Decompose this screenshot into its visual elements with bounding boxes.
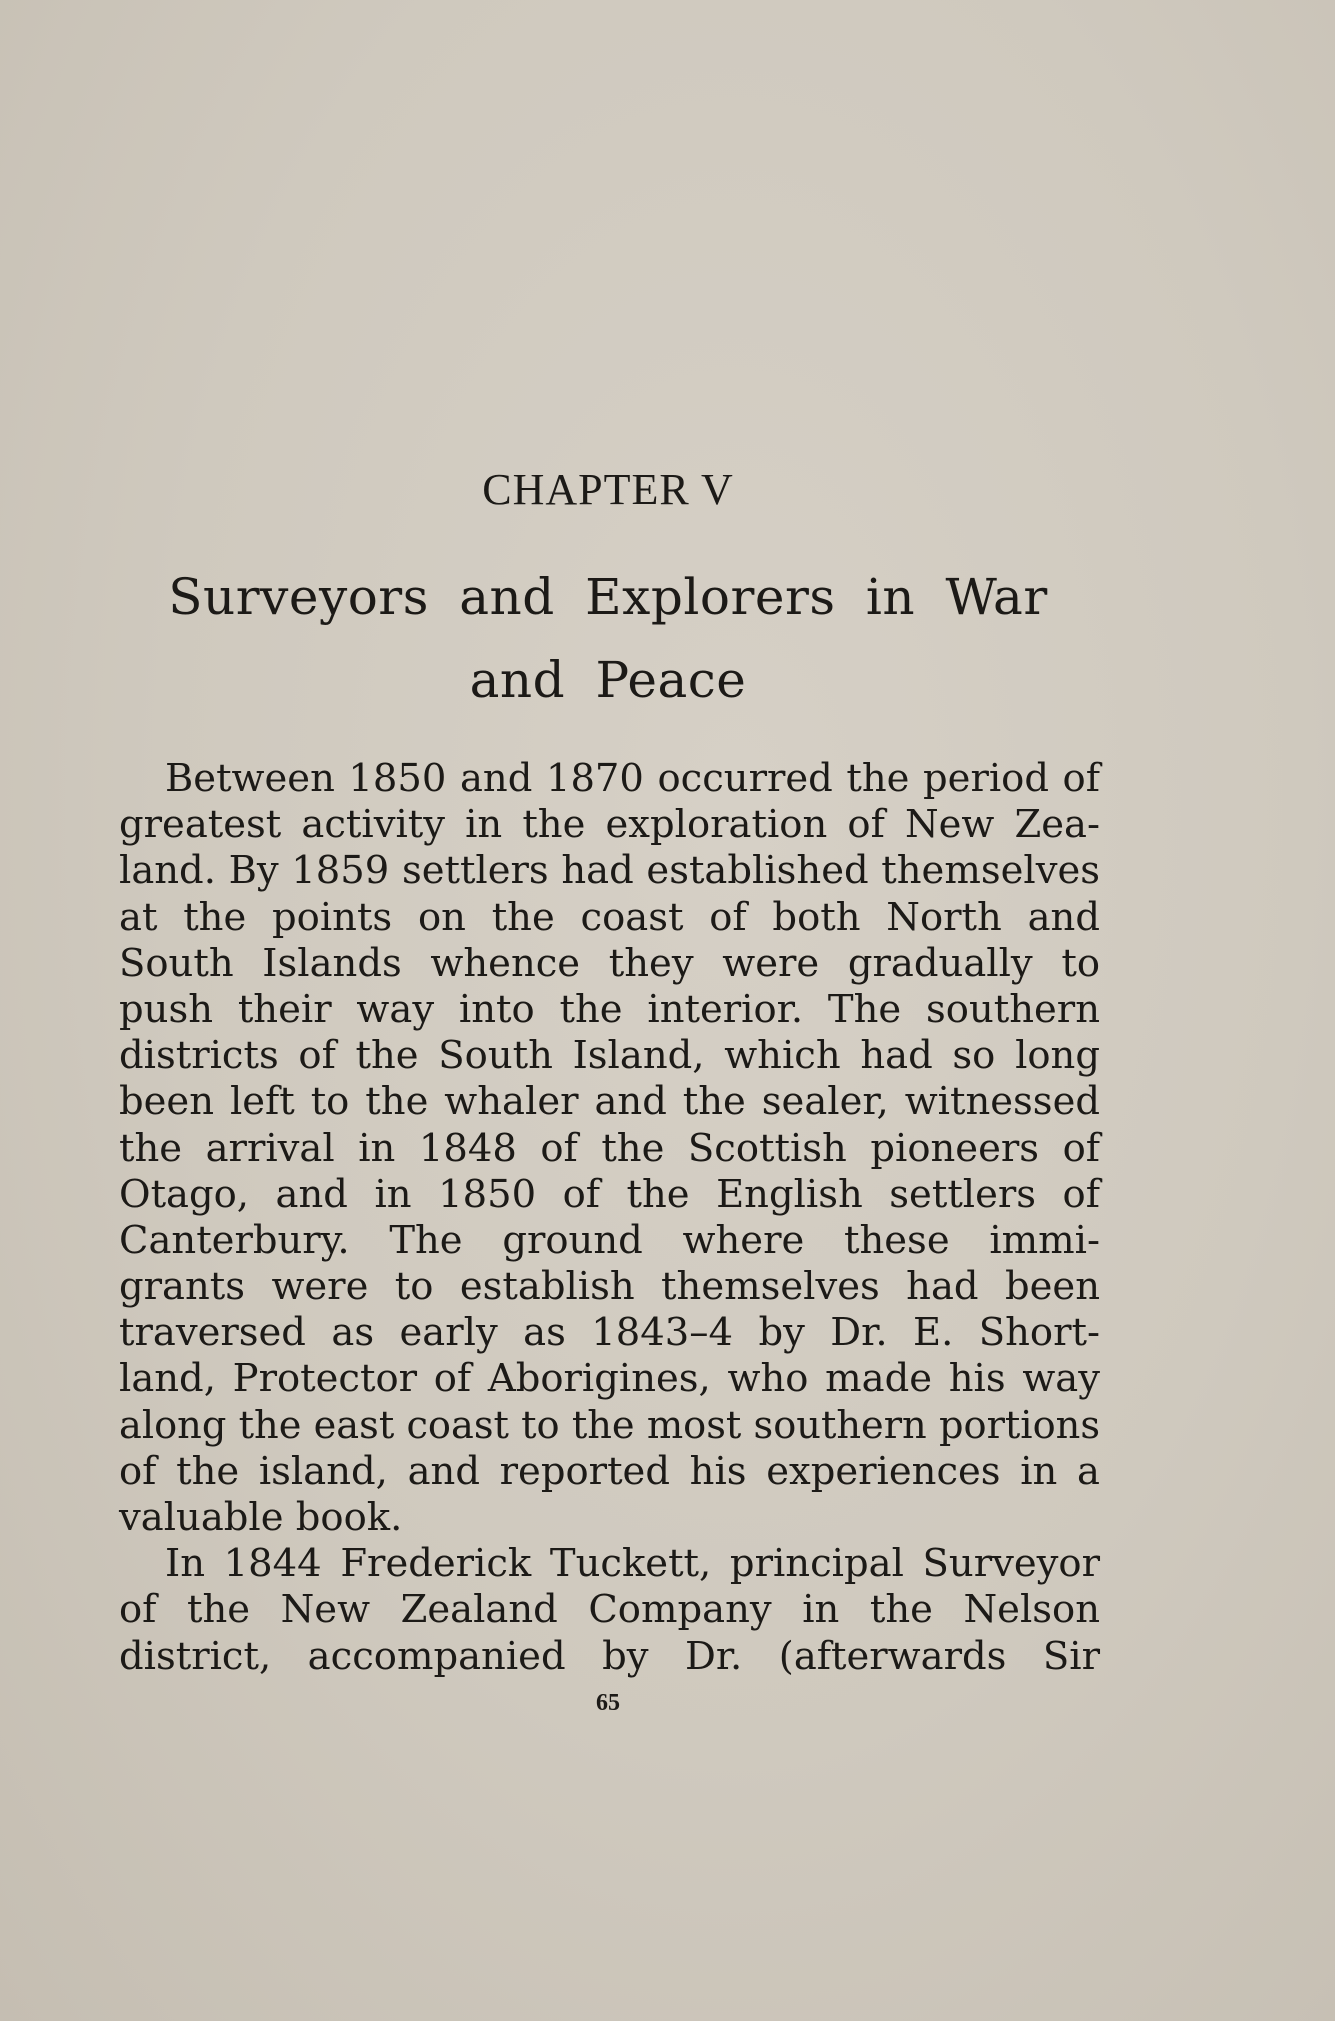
paragraph-1-line: the arrival in 1848 of the Scottish pioneers of — [119, 1125, 1100, 1171]
paragraph-1-line: Between 1850 and 1870 occurred the period of — [165, 756, 1100, 801]
paragraph-1-line: Otago, and in 1850 of the English settlers of — [119, 1171, 1100, 1217]
chapter-number: CHAPTER V — [482, 465, 734, 514]
paragraph-2-line: of the New Zealand Company in the Nelson — [119, 1587, 1100, 1633]
chapter-title-line: and Peace — [469, 651, 747, 709]
paragraph-1-line: valuable book. — [119, 1495, 403, 1540]
paragraph-1-line: of the island, and reported his experiences in a — [119, 1448, 1100, 1494]
paragraph-1-line: grants were to establish themselves had been — [119, 1264, 1100, 1310]
paragraph-1-line: along the east coast to the most southern portions — [119, 1402, 1100, 1448]
paragraph-1-line: been left to the whaler and the sealer, witnessed — [119, 1079, 1100, 1125]
paragraph-1-line: Canterbury. The ground where these immi- — [119, 1217, 1100, 1263]
paragraph-1-line: districts of the South Island, which had so long — [119, 1033, 1100, 1079]
chapter-title — [120, 556, 1096, 722]
paragraph-1-line: push their way into the interior. The southern — [119, 986, 1100, 1032]
paragraph-1-line: land, Protector of Aborigines, who made his way — [119, 1356, 1100, 1402]
page-number: 65 — [596, 1690, 620, 1716]
paragraph-1-line: traversed as early as 1843–4 by Dr. E. Short- — [119, 1310, 1100, 1356]
paragraph-1-line: land. By 1859 settlers had established themselves — [119, 848, 1100, 894]
chapter-title-line: Surveyors and Explorers in War — [168, 568, 1048, 626]
paragraph-1-line: South Islands whence they were gradually to — [119, 940, 1100, 986]
paragraph-2-line: In 1844 Frederick Tuckett, principal Surveyor — [165, 1541, 1100, 1587]
body-text — [119, 756, 1100, 1680]
paragraph-2-line: district, accompanied by Dr. (afterwards Sir — [119, 1633, 1100, 1679]
paragraph-1-line: greatest activity in the exploration of New Zea- — [119, 802, 1100, 848]
paragraph-1-line: at the points on the coast of both North and — [119, 894, 1100, 940]
